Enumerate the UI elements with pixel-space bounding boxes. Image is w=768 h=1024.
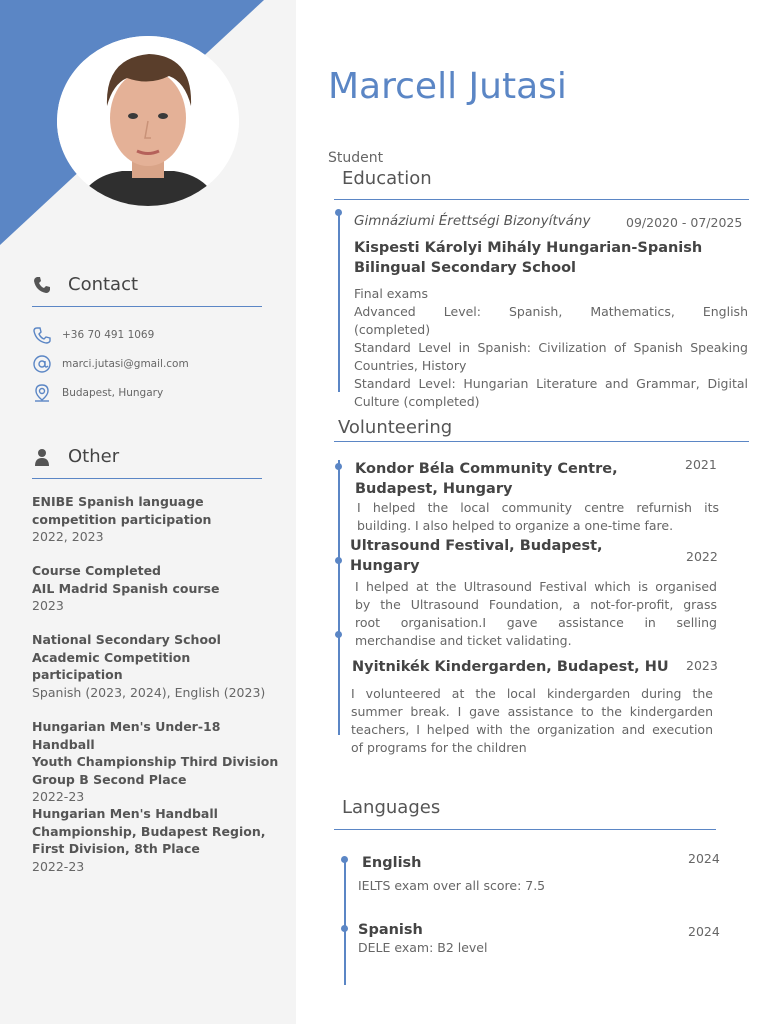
other-item-title: Championship, Budapest Region,: [32, 823, 266, 839]
contact-divider: [32, 306, 262, 307]
person-role: Student: [328, 150, 384, 166]
volunteer-description-line: teachers, I helped with the organization and execution: [351, 722, 713, 737]
volunteering-heading: Volunteering: [338, 417, 453, 438]
other-item-title: AIL Madrid Spanish course: [32, 580, 220, 596]
other-item: [32, 493, 282, 546]
language-name: Spanish: [358, 922, 423, 938]
other-item-detail: 2022-23: [32, 858, 85, 874]
other-item: [32, 718, 282, 806]
education-school: [354, 238, 748, 278]
other-item-title: ENIBE Spanish language: [32, 494, 204, 509]
other-item-title: Hungarian Men's Handball: [32, 806, 218, 821]
volunteering-timeline: [338, 460, 340, 735]
other-item-detail: 2022, 2023: [32, 529, 104, 544]
education-school-line: Bilingual Secondary School: [354, 260, 577, 276]
contact-email[interactable]: [32, 354, 189, 374]
volunteering-divider: [334, 441, 749, 442]
volunteer-title-line: Hungary: [350, 558, 420, 574]
timeline-dot: [335, 463, 342, 470]
other-heading: [32, 446, 119, 467]
education-detail-line: Final exams: [354, 286, 428, 301]
volunteer-title: [350, 536, 603, 576]
language-detail: DELE exam: B2 level: [358, 940, 488, 955]
other-item-detail: 2022-23: [32, 789, 85, 804]
other-item-detail: Spanish (2023, 2024), English (2023): [32, 684, 266, 700]
volunteer-description: [351, 685, 713, 757]
contact-location: [32, 383, 163, 403]
timeline-dot: [335, 209, 342, 216]
timeline-dot: [341, 925, 348, 932]
language-detail: IELTS exam over all score: 7.5: [358, 878, 546, 893]
other-heading-label: Other: [68, 446, 120, 467]
volunteer-year: 2022: [686, 549, 718, 564]
volunteer-description: [357, 499, 719, 535]
volunteer-description-line: I helped the local community centre refurnish its: [357, 500, 719, 515]
education-detail-line: (completed): [354, 322, 431, 337]
other-item-title: competition participation: [32, 511, 212, 527]
volunteer-title-line: Ultrasound Festival, Budapest,: [350, 538, 603, 554]
language-year: 2024: [688, 851, 720, 866]
language-year: 2024: [688, 924, 720, 939]
other-item-title: National Secondary School: [32, 632, 221, 647]
volunteer-description-line: summer break. I gave assistance to the kindergarden: [351, 704, 713, 719]
education-detail-line: Countries, History: [354, 358, 467, 373]
languages-heading: Languages: [342, 797, 441, 818]
person-name: Marcell Jutasi: [328, 66, 567, 107]
at-sign-icon: [32, 354, 52, 374]
other-item-title: participation: [32, 667, 123, 682]
education-degree: Gimnáziumi Érettségi Bizonyítvány: [354, 213, 591, 229]
education-detail-line: Standard Level: Hungarian Literature and Grammar, Digital: [354, 376, 748, 391]
person-icon: [32, 447, 52, 467]
profile-photo: [57, 36, 239, 206]
languages-divider: [334, 829, 716, 830]
contact-phone: [32, 325, 154, 345]
other-item: [32, 562, 282, 615]
volunteer-description-line: root organisation.I gave assistance in selling: [355, 615, 717, 630]
contact-heading: [32, 274, 138, 295]
other-item-title: Hungarian Men's Under-18 Handball: [32, 719, 221, 752]
other-item-title: Youth Championship Third Division: [32, 754, 279, 769]
other-item-detail: 2023: [32, 598, 64, 613]
education-detail-line: Culture (completed): [354, 394, 480, 409]
volunteer-description-line: building. I also helped to organize a one-time fare.: [357, 518, 674, 533]
volunteer-title-line: Budapest, Hungary: [355, 481, 513, 497]
volunteer-title: Nyitnikék Kindergarden, Budapest, HU: [352, 659, 669, 675]
volunteer-description-line: I helped at the Ultrasound Festival which is organised: [355, 579, 717, 594]
education-heading: Education: [342, 168, 432, 189]
other-item: [32, 631, 282, 701]
education-timeline: [338, 210, 340, 392]
volunteer-description: [355, 578, 717, 650]
volunteer-description-line: of programs for the children: [351, 740, 527, 755]
timeline-dot: [335, 557, 342, 564]
other-item-title: Course Completed: [32, 563, 161, 578]
education-school-line: Kispesti Károlyi Mihály Hungarian-Spanish: [354, 240, 703, 256]
volunteer-description-line: merchandise and ticket validating.: [355, 633, 572, 648]
contact-heading-label: Contact: [68, 274, 139, 295]
other-item-title: Group B Second Place: [32, 771, 187, 787]
volunteer-title: [355, 459, 618, 499]
phone-icon: [32, 275, 52, 295]
languages-timeline: [344, 858, 346, 985]
volunteer-title-line: Kondor Béla Community Centre,: [355, 461, 618, 477]
phone-outline-icon: [32, 325, 52, 345]
language-name: English: [362, 855, 422, 871]
education-detail-line: Standard Level in Spanish: Civilization of Spanish Speaking: [354, 340, 748, 355]
location-pin-icon: [32, 383, 52, 403]
education-details: [354, 285, 748, 411]
education-divider: [334, 199, 749, 200]
volunteer-year: 2023: [686, 658, 718, 673]
volunteer-description-line: by the Ultrasound Foundation, a not-for-profit, grass: [355, 597, 717, 612]
other-item: [32, 805, 282, 875]
education-dates: 09/2020 - 07/2025: [626, 215, 743, 230]
email-text[interactable]: marci.jutasi@gmail.com: [62, 358, 189, 370]
timeline-dot: [341, 856, 348, 863]
volunteer-description-line: I volunteered at the local kindergarden during the: [351, 686, 713, 701]
other-divider: [32, 478, 262, 479]
phone-text: +36 70 491 1069: [62, 329, 155, 341]
other-item-title: Academic Competition: [32, 649, 191, 665]
location-text: Budapest, Hungary: [62, 387, 164, 399]
sidebar: [0, 0, 296, 1024]
education-detail-line: Advanced Level: Spanish, Mathematics, English: [354, 304, 748, 319]
other-item-title: First Division, 8th Place: [32, 841, 200, 856]
volunteer-year: 2021: [685, 457, 717, 472]
timeline-dot: [335, 631, 342, 638]
